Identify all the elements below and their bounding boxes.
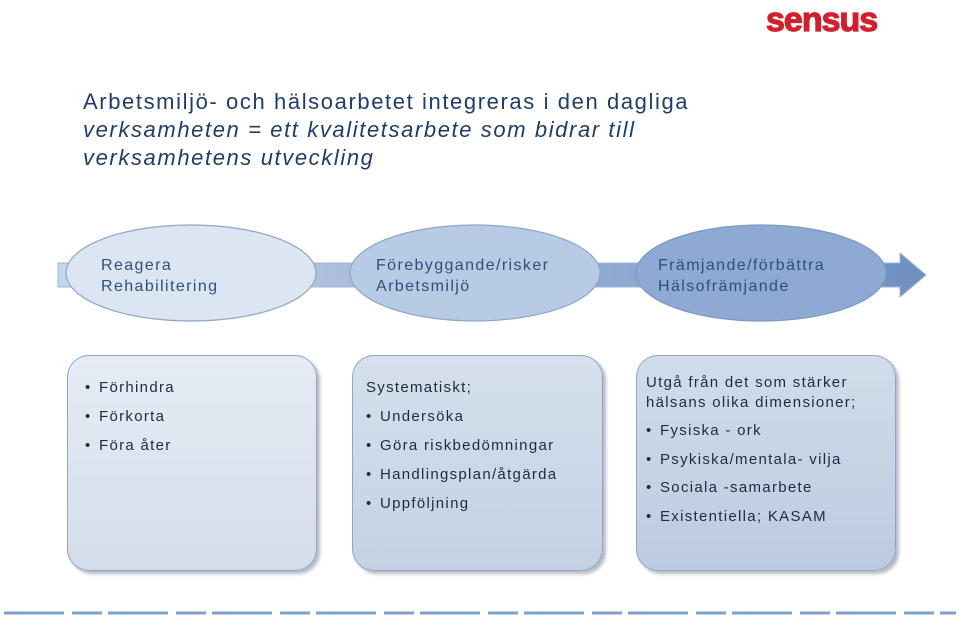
logo-text: sensus	[766, 2, 878, 38]
level-label-framjande	[658, 255, 825, 297]
list-item: • Förkorta	[85, 402, 316, 431]
list-item: • Göra riskbedömningar	[366, 431, 602, 460]
list-item: • Existentiella; KASAM	[646, 503, 895, 532]
box-reagera	[67, 355, 317, 571]
sensus-logo	[766, 2, 912, 38]
list-item: • Sociala -samarbete	[646, 474, 895, 503]
list-item: • Uppföljning	[366, 489, 602, 518]
level-label-forebyggande	[376, 255, 549, 297]
list-item: • Föra åter	[85, 431, 316, 460]
title-line-3: verksamhetens utveckling	[83, 145, 375, 170]
box-forebyggande	[352, 355, 603, 571]
list-item: • Handlingsplan/åtgärda	[366, 460, 602, 489]
box-heading-line-1: Utgå från det som stärker	[646, 374, 848, 391]
box-framjande	[636, 355, 896, 571]
level-3-subtitle: Hälsofrämjande	[658, 278, 790, 295]
title-line-1: Arbetsmiljö- och hälsoarbetet integreras i den dagliga	[83, 89, 690, 114]
level-3-title: Främjande/förbättra	[658, 257, 826, 274]
level-2-subtitle: Arbetsmiljö	[376, 278, 471, 295]
level-2-title: Förebyggande/risker	[376, 257, 550, 274]
title-line-2: verksamheten = ett kvalitetsarbete som bidrar till	[83, 117, 636, 142]
box-heading-line-2: hälsans olika dimensioner;	[646, 394, 857, 411]
list-item: • Psykiska/mentala- vilja	[646, 446, 895, 475]
list-item: • Undersöka	[366, 402, 602, 431]
list-item: • Förhindra	[85, 373, 316, 402]
level-1-subtitle: Rehabilitering	[101, 278, 219, 295]
level-1-title: Reagera	[101, 257, 173, 274]
level-label-reagera	[101, 255, 218, 297]
page-title	[83, 88, 903, 172]
box-heading: Systematiskt;	[366, 379, 473, 396]
footer-divider	[4, 611, 956, 615]
list-item: • Fysiska - ork	[646, 417, 895, 446]
